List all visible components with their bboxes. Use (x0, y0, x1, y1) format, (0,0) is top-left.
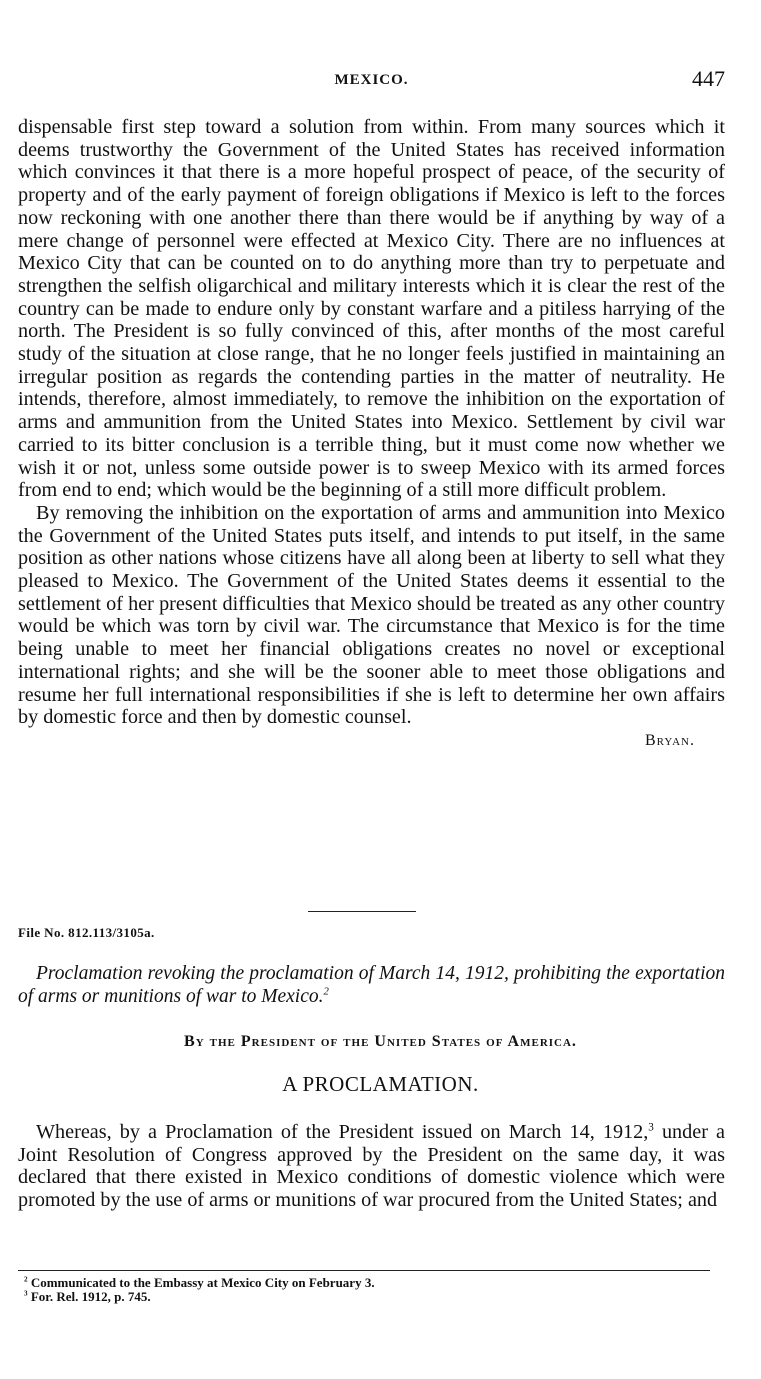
paragraph-continuation: dispensable first step toward a solution from within. From many sources which it deems trustworthy the Government of the United States has received information which convinces it that there is a more hopeful prospect of peace, of the security of property and of the early payment of foreign obligations if Mexico is left to the forces now reckoning with one another there than there would be if anything by way of a mere change of personnel were effected at Mexico City. There are no influences at Mexico City that can be counted on to do anything more than try to perpetuate and strengthen the selfish oligarchical and military interests which it is clear the rest of the country can be made to endure only by constant warfare and a pitiless harrying of the north. The President is so fully convinced of this, after months of the most careful study of the situation at close range, that he no longer feels justified in maintaining an irregular position as regards the contending parties in the matter of neutrality. He intends, therefore, almost immediately, to remove the inhibition on the exportation of arms and ammunition from the United States into Mexico. Settlement by civil war carried to its bitter conclusion is a terrible thing, but it must come now whether we wish it or not, unless some outside power is to sweep Mexico with its armed forces from end to end; which would be the beginning of a still more difficult problem. (18, 116, 725, 502)
footnote-text: For. Rel. 1912, p. 745. (27, 1289, 151, 1304)
page-header (18, 66, 725, 96)
proclamation-title (18, 962, 725, 1008)
footnote (24, 1276, 375, 1290)
proclamation-title-text: Proclamation revoking the proclamation of March 14, 1912, prohibiting the exportation of arms or munitions of war to Mexico. (18, 963, 725, 1007)
page-number: 447 (692, 66, 725, 91)
footnote-ref: 3 (648, 1121, 654, 1134)
letter-body (18, 116, 725, 753)
footnote-mark: 3 (24, 1289, 28, 1298)
whereas-text-b: under a Joint Resolution of Congress approved by the President on the same day, it was declared that there existed in Mexico conditions of domestic violence which were promoted by the use of arms or munitions of war procured from the United States; and (18, 1121, 725, 1212)
footnote-ref: 2 (323, 985, 329, 998)
proclamation-body (18, 1121, 725, 1212)
section-divider (308, 911, 416, 912)
proclamation-heading: A PROCLAMATION. (282, 1072, 479, 1096)
running-head: MEXICO. (334, 72, 409, 88)
whereas-text-a: Whereas, by a Proclamation of the President issued on March 14, 1912, (36, 1121, 649, 1143)
footnotes (24, 1276, 375, 1304)
file-number: File No. 812.113/3105a. (18, 925, 155, 940)
signature: Bryan. (644, 731, 695, 749)
footnote-text: Communicated to the Embassy at Mexico City on February 3. (27, 1275, 375, 1290)
paragraph-removing-inhibition: By removing the inhibition on the exportation of arms and ammunition into Mexico the Government of the United States puts itself, and intends to put itself, in the same position as other nations whose citizens have all along been at liberty to sell what they pleased to Mexico. The Government of the United States deems it essential to the settlement of her present difficulties that Mexico should be treated as any other country would be which was torn by civil war. The circumstance that Mexico is for the time being unable to meet her financial obligations creates no novel or exceptional international rights; and she will be the sooner able to meet those obligations and resume her full international responsibilities if she is left to determine her own affairs by domestic force and then by domestic counsel. (18, 501, 725, 729)
footnote-mark: 2 (24, 1275, 28, 1284)
whereas-paragraph (18, 1121, 725, 1212)
footnote (24, 1290, 375, 1304)
by-line: By the President of the United States of America. (184, 1033, 577, 1050)
footnote-divider (18, 1270, 710, 1271)
